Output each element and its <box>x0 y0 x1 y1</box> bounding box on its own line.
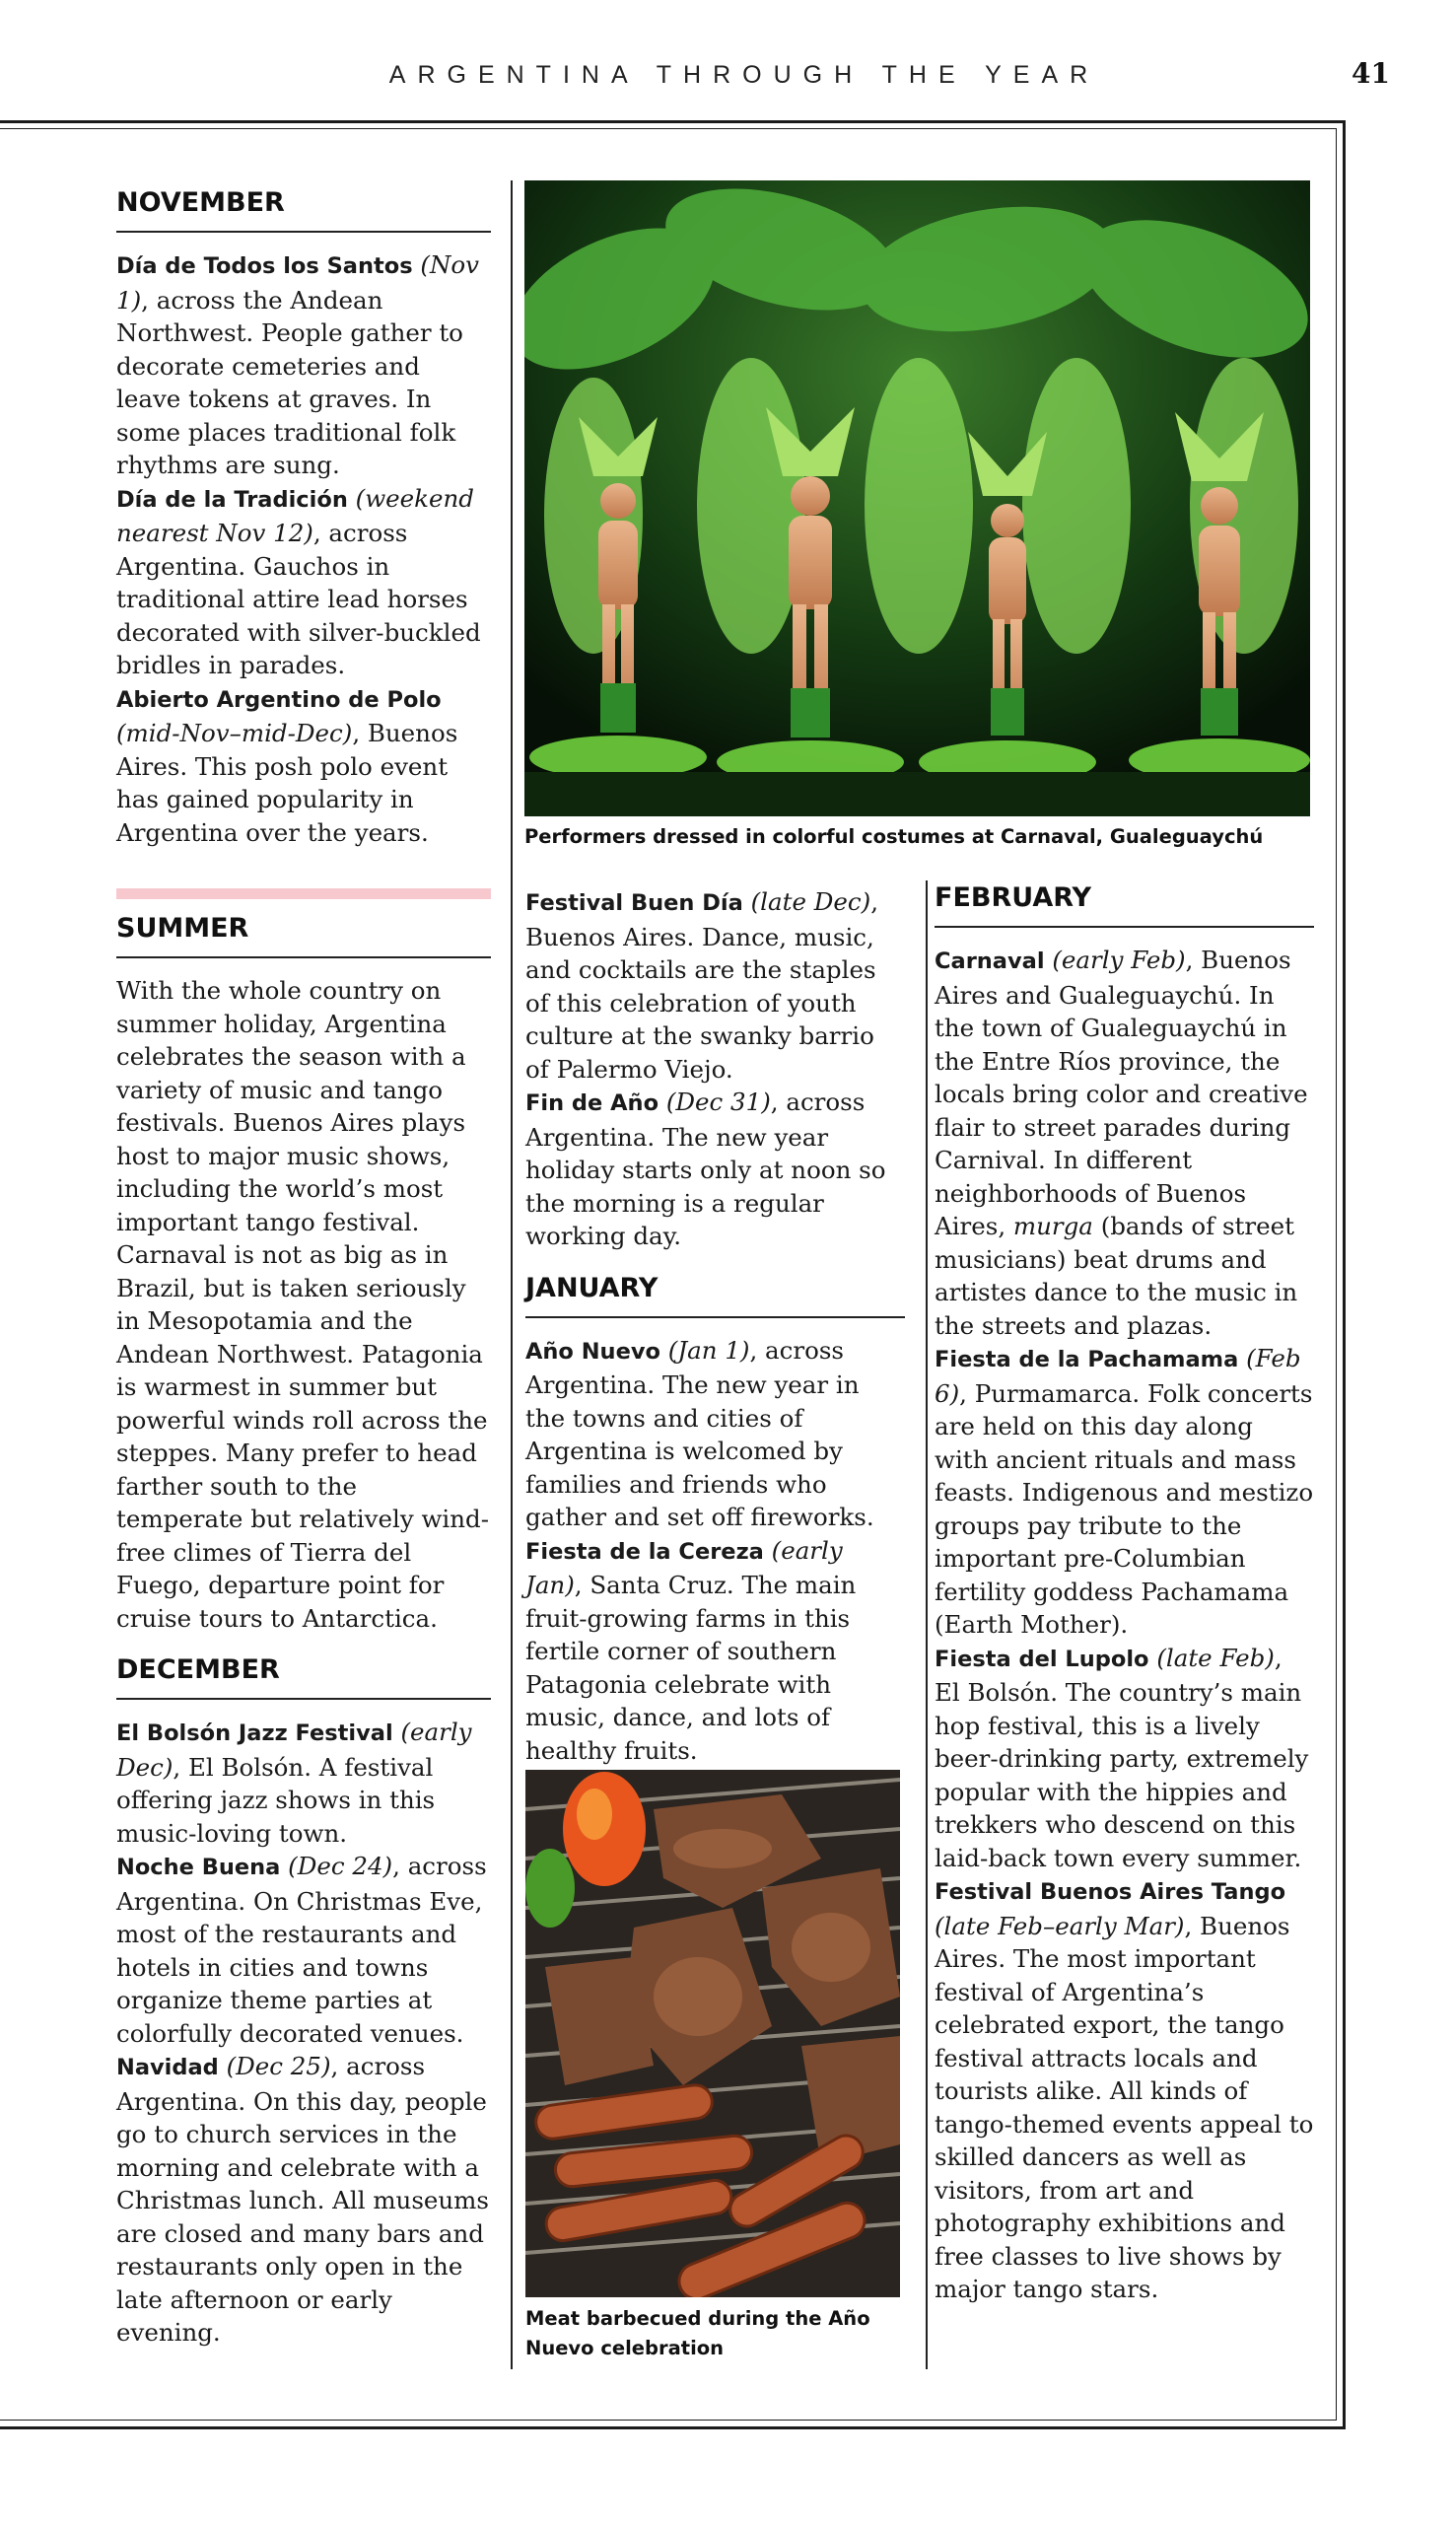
january-heading: JANUARY <box>525 1273 905 1318</box>
event-date: (late Dec) <box>750 887 871 916</box>
event-name: Día de la Tradición <box>116 486 348 513</box>
event-date: (Dec 24) <box>288 1852 393 1880</box>
event-date: (Dec 25) <box>226 2052 331 2080</box>
event-text: , Buenos Aires. The most important festival of Argentina’s celebrated export, the tango festival attracts locals and tourists alike. All kinds of tango-themed events appeal to skilled dancers as well as visitors, from art and photography exhibitions and free classes to live shows by major tango stars. <box>935 1911 1314 2303</box>
event-text: , El Bolsón. The country’s main hop festival, this is a lively beer-drinking party, extremely popular with the hippies and trekkers who descend on this laid-back town every summer. <box>935 1643 1309 1872</box>
event-text: , Santa Cruz. The main fruit-growing farms in this fertile corner of southern Patagonia celebrate with music, dance, and lots of healthy fruits. <box>525 1571 857 1765</box>
carnaval-photo-image <box>524 180 1310 816</box>
column-rule-left <box>511 180 513 2369</box>
event-entry <box>525 1534 905 1768</box>
season-divider <box>116 888 491 899</box>
asado-photo-caption: Meat barbecued during the Año Nuevo celebration <box>525 2307 870 2359</box>
event-text: , Buenos Aires and Gualeguaychú. In the town of Gualeguaychú in the Entre Ríos province, the locals bring color and creative flair to street parades during Carnival. In different neighborhoods of Buenos Aires, <box>935 946 1308 1240</box>
event-text: , across Argentina. The new year holiday starts only at noon so the morning is a regular working day. <box>525 1088 886 1250</box>
page-number: 41 <box>1352 57 1390 90</box>
event-name: Carnaval <box>935 948 1045 974</box>
event-entry <box>116 1716 491 1850</box>
event-entry <box>116 1850 491 2050</box>
summer-intro: With the whole country on summer holiday, Argentina celebrates the season with a variety of music and tango festivals. Buenos Aires plays host to major music shows, including the world’s most important tango festival. Carnaval is not as big as in Brazil, but is taken seriously in Mesopotamia and the Andean Northwest. Patagonia is warmest in summer but powerful winds roll across the steppes. Many prefer to head farther south to the temperate but relatively wind-free climes of Tierra del Fuego, departure point for cruise tours to Antarctica. <box>116 976 489 1633</box>
event-entry <box>116 482 491 682</box>
event-text: , Purmamarca. Folk concerts are held on this day along with ancient rituals and mass feasts. Indigenous and mestizo groups pay tribute to the important pre-Columbian fertility goddess Pachamama (Earth Mother). <box>935 1378 1314 1639</box>
event-entry <box>116 682 491 850</box>
december-heading: DECEMBER <box>116 1654 491 1700</box>
event-name: Fiesta de la Pachamama <box>935 1347 1239 1372</box>
event-date: (late Feb) <box>1156 1643 1275 1672</box>
event-name: Fin de Año <box>525 1090 659 1116</box>
event-text: , Buenos Aires. Dance, music, and cocktails are the staples of this celebration of youth culture at the swanky barrio of Palermo Viejo. <box>525 887 878 1084</box>
event-entry <box>525 885 905 1086</box>
event-name: Día de Todos los Santos <box>116 253 413 279</box>
running-title: ARGENTINA THROUGH THE YEAR <box>388 61 1100 89</box>
event-date: (mid-Nov–mid-Dec) <box>116 719 353 747</box>
event-date: (Jan 1) <box>667 1335 750 1365</box>
carnaval-photo-caption: Performers dressed in colorful costumes at Carnaval, Gualeguaychú <box>524 825 1264 848</box>
event-term: murga <box>1012 1212 1093 1240</box>
event-entry <box>935 1642 1314 1875</box>
event-text: , Buenos Aires. This posh polo event has gained popularity in Argentina over the years. <box>116 719 458 847</box>
asado-photo <box>525 1770 900 2297</box>
event-entry <box>116 248 491 482</box>
middle-column <box>525 885 905 1767</box>
event-name: Festival Buen Día <box>525 890 743 916</box>
event-name: Fiesta de la Cereza <box>525 1538 764 1565</box>
event-entry <box>935 944 1314 1342</box>
event-text: , across Argentina. Gauchos in traditional attire lead horses decorated with silver-buckled bridles in parades. <box>116 519 481 679</box>
event-entry <box>935 1342 1314 1642</box>
event-entry <box>116 2050 491 2350</box>
event-date: (early Feb) <box>1052 946 1186 974</box>
event-entry <box>935 1874 1314 2306</box>
event-date: (Nov 1) <box>116 250 480 315</box>
event-date: (early Jan) <box>525 1535 843 1599</box>
event-text: , across the Andean Northwest. People gather to decorate cemeteries and leave tokens at graves. In some places traditional folk rhythms are sung. <box>116 285 463 479</box>
column-rule-right <box>926 880 928 2369</box>
right-column <box>935 882 1314 2306</box>
event-entry <box>525 1334 905 1534</box>
carnaval-photo <box>524 180 1310 816</box>
event-date: (early Dec) <box>116 1718 472 1782</box>
november-heading: NOVEMBER <box>116 187 491 233</box>
event-name: Festival Buenos Aires Tango <box>935 1879 1286 1905</box>
event-date: (Dec 31) <box>665 1088 771 1116</box>
event-text: , across Argentina. On Christmas Eve, most of the restaurants and hotels in cities and towns organize theme parties at colorfully decorated venues. <box>116 1852 487 2048</box>
left-column <box>116 187 491 2350</box>
event-name: Navidad <box>116 2055 219 2080</box>
event-name: Abierto Argentino de Polo <box>116 686 442 713</box>
event-name: Año Nuevo <box>525 1338 660 1365</box>
event-name: El Bolsón Jazz Festival <box>116 1720 393 1746</box>
event-date: (weekend nearest Nov 12) <box>116 483 474 547</box>
event-date: (Feb 6) <box>935 1344 1301 1408</box>
event-text: , El Bolsón. A festival offering jazz shows in this music-loving town. <box>116 1752 436 1848</box>
event-name: Fiesta del Lupolo <box>935 1646 1149 1672</box>
event-date: (late Feb–early Mar) <box>935 1911 1185 1940</box>
event-entry <box>525 1086 905 1253</box>
event-name: Noche Buena <box>116 1855 281 1880</box>
summer-heading: SUMMER <box>116 913 491 958</box>
event-text: , across Argentina. On this day, people go to church services in the morning and celebrate with a Christmas lunch. All museums are closed and many bars and restaurants only open in the late afternoon or early evening. <box>116 2052 489 2347</box>
event-text: , across Argentina. The new year in the towns and cities of Argentina is welcomed by families and friends who gather and set off fireworks. <box>525 1335 874 1531</box>
event-text: (bands of street musicians) beat drums and artistes dance to the music in the streets and plazas. <box>935 1212 1298 1340</box>
asado-photo-image <box>525 1770 900 2297</box>
february-heading: FEBRUARY <box>935 882 1314 928</box>
